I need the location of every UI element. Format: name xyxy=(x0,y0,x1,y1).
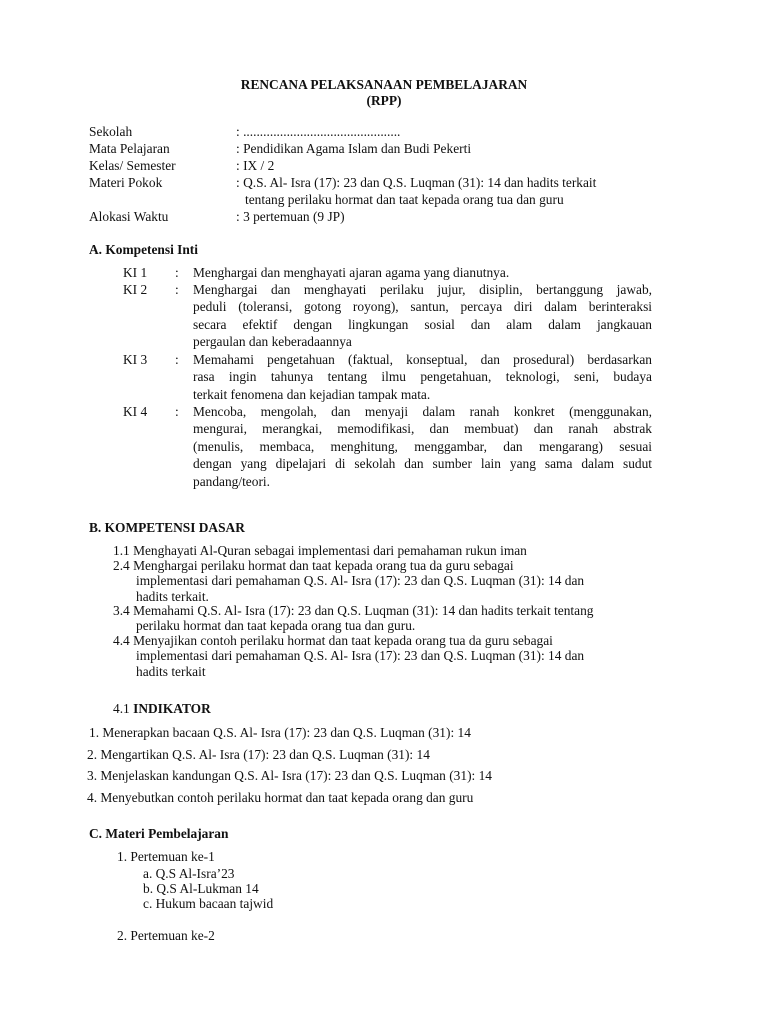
kd-line: 4.4 Menyajikan contoh perilaku hormat dan taat kepada orang tua da guru sebagai xyxy=(113,633,553,648)
kd-line: implementasi dari pemahaman Q.S. Al- Isra (17): 23 dan Q.S. Luqman (31): 14 dan xyxy=(136,573,585,589)
materi-value: : Q.S. Al- Isra (17): 23 dan Q.S. Luqman (31): 14 dan hadits terkait xyxy=(236,175,597,190)
indikator-item: 4. Menyebutkan contoh perilaku hormat dan taat kepada orang dan guru xyxy=(87,790,474,805)
materi-item: a. Q.S Al-Isra’23 xyxy=(143,866,235,881)
ki-code: KI 4 xyxy=(123,404,148,419)
kd-line: 2.4 Menghargai perilaku hormat dan taat kepada orang tua da guru sebagai xyxy=(113,558,514,573)
ki-code: KI 2 xyxy=(123,282,148,297)
kd-item xyxy=(113,603,593,634)
ki-line: terkait fenomena dan kejadian tampak mata. xyxy=(193,386,431,402)
sekolah-value: : ............................................... xyxy=(236,124,401,139)
ki-line: Menghargai dan menghayati ajaran agama yang dianutnya. xyxy=(193,265,510,280)
materi-label: Materi Pokok xyxy=(89,175,163,190)
ki-line: mengurai, merangkai, memodifikasi, dan membuat) dan ranah abstrak xyxy=(193,421,652,437)
kd-line: implementasi dari pemahaman Q.S. Al- Isra (17): 23 dan Q.S. Luqman (31): 14 dan xyxy=(136,648,585,664)
ki-line: dengan yang dipelajari di sekolah dan sumber lain yang sama dalam sudut xyxy=(193,456,652,472)
section-b-heading: B. KOMPETENSI DASAR xyxy=(89,520,245,535)
alokasi-label: Alokasi Waktu xyxy=(89,209,169,224)
ki-line: pergaulan dan keberadaannya xyxy=(193,334,352,350)
sekolah-label: Sekolah xyxy=(89,124,133,139)
kelas-label: Kelas/ Semester xyxy=(89,158,176,173)
mapel-label: Mata Pelajaran xyxy=(89,141,170,156)
ki-text xyxy=(193,264,652,281)
ki-colon: : xyxy=(175,282,179,297)
indikator-item: 1. Menerapkan bacaan Q.S. Al- Isra (17): 23 dan Q.S. Luqman (31): 14 xyxy=(89,725,471,740)
kd-line: 1.1 Menghayati Al-Quran sebagai implementasi dari pemahaman rukun iman xyxy=(113,543,527,558)
ki-line: Mencoba, mengolah, dan menyaji dalam ranah konkret (menggunakan, xyxy=(193,404,652,419)
kd-line: hadits terkait xyxy=(136,663,206,679)
ki-line: Memahami pengetahuan (faktual, konseptual, dan prosedural) berdasarkan xyxy=(193,352,652,367)
ki-code: KI 1 xyxy=(123,265,148,280)
section-a-heading: A. Kompetensi Inti xyxy=(89,242,198,257)
pertemuan-2: 2. Pertemuan ke-2 xyxy=(117,928,215,943)
ki-line: Menghargai dan menghayati perilaku jujur, disiplin, bertanggung jawab, xyxy=(193,282,652,297)
ki-line: pandang/teori. xyxy=(193,473,270,489)
kd-line: hadits terkait. xyxy=(136,588,209,604)
kelas-value: : IX / 2 xyxy=(236,158,275,173)
indikator-heading xyxy=(113,700,211,717)
ki-line: (menulis, membaca, menghitung, menggambar, dan mengarang) sesuai xyxy=(193,438,652,454)
materi-item: b. Q.S Al-Lukman 14 xyxy=(143,881,259,896)
ki-colon: : xyxy=(175,265,179,280)
indikator-item: 2. Mengartikan Q.S. Al- Isra (17): 23 dan Q.S. Luqman (31): 14 xyxy=(87,747,430,762)
ki-text xyxy=(193,351,652,403)
kd-line: perilaku hormat dan taat kepada orang tua dan guru. xyxy=(136,618,416,634)
ki-code: KI 3 xyxy=(123,352,148,367)
kd-item xyxy=(113,633,584,679)
kd-item xyxy=(113,558,584,604)
materi-item: c. Hukum bacaan tajwid xyxy=(143,896,274,911)
kd-line: 3.4 Memahami Q.S. Al- Isra (17): 23 dan Q.S. Luqman (31): 14 dan hadits terkait tentang xyxy=(113,603,594,618)
document-title: RENCANA PELAKSANAAN PEMBELAJARAN xyxy=(240,77,528,92)
section-c-heading: C. Materi Pembelajaran xyxy=(89,826,229,841)
alokasi-value: : 3 pertemuan (9 JP) xyxy=(236,209,345,224)
pertemuan-1: 1. Pertemuan ke-1 xyxy=(117,849,215,864)
mapel-value: : Pendidikan Agama Islam dan Budi Pekerti xyxy=(236,141,472,156)
indikator-number: 4.1 xyxy=(113,701,130,716)
ki-text xyxy=(193,281,652,351)
indikator-item: 3. Menjelaskan kandungan Q.S. Al- Isra (17): 23 dan Q.S. Luqman (31): 14 xyxy=(87,768,492,783)
indikator-title: INDIKATOR xyxy=(133,701,211,716)
ki-line: rasa ingin tahunya tentang ilmu pengetahuan, teknologi, seni, budaya xyxy=(193,369,652,385)
ki-text xyxy=(193,403,652,490)
ki-line: peduli (toleransi, gotong royong), santun, percaya diri dalam berinteraksi xyxy=(193,299,652,315)
document-subtitle: (RPP) xyxy=(366,93,402,108)
materi-value-cont: tentang perilaku hormat dan taat kepada orang tua dan guru xyxy=(245,192,564,207)
kd-item xyxy=(113,543,527,558)
ki-line: secara efektif dengan lingkungan sosial dan alam dalam jangkauan xyxy=(193,316,652,332)
ki-colon: : xyxy=(175,352,179,367)
ki-colon: : xyxy=(175,404,179,419)
